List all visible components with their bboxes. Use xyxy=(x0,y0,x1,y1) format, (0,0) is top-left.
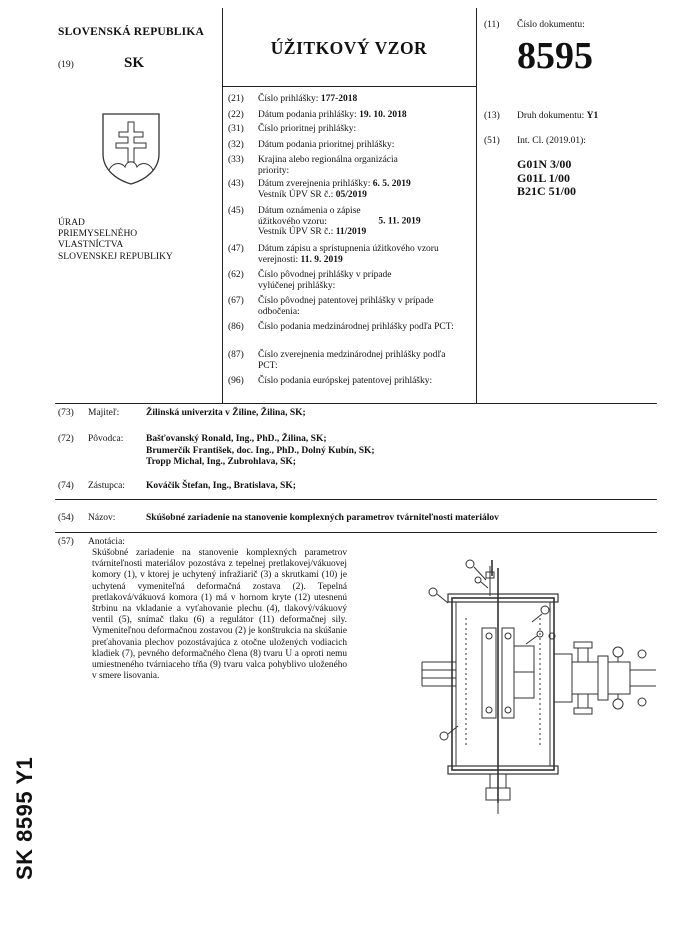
device-drawing xyxy=(418,558,658,816)
abstract-num: (57) xyxy=(58,537,74,547)
doc-number-label: Číslo dokumentu: xyxy=(517,20,585,30)
header-divider-left xyxy=(222,8,223,403)
office-line-3: VLASTNÍCTVA xyxy=(58,240,124,251)
title-label: Názov: xyxy=(88,513,116,523)
inventor: Tropp Michal, Ing., Zubrohlava, SK; xyxy=(146,457,296,467)
office-line-2: PRIEMYSELNÉHO xyxy=(58,229,138,240)
field-num: (45) xyxy=(228,206,244,216)
owner-value: Žilinská univerzita v Žiline, Žilina, SK; xyxy=(146,408,306,418)
agent-num: (74) xyxy=(58,481,74,491)
office-line-1: ÚRAD xyxy=(58,218,85,228)
kind-of-document xyxy=(517,111,598,122)
agent-rule xyxy=(55,499,657,500)
ipc-codes xyxy=(517,158,576,199)
field-num: (87) xyxy=(228,350,244,360)
field-value: 6. 5. 2019 xyxy=(372,179,411,189)
field-label: Dátum oznámenia o zápise úžitkového vzoru: xyxy=(258,206,361,227)
kind-label: Druh dokumentu: xyxy=(517,111,585,121)
field-label: Číslo podania európskej patentovej prihlášky: xyxy=(258,376,433,386)
field-value: 5. 11. 2019 xyxy=(378,216,421,227)
coat-of-arms-icon xyxy=(101,112,161,186)
field-value: 19. 10. 2018 xyxy=(359,110,407,120)
inventors-label: Pôvodca: xyxy=(88,434,124,444)
field-label-2: Vestník ÚPV SR č.: xyxy=(258,189,334,200)
field-label: Číslo pôvodnej patentovej prihlášky v prípade odbočenia: xyxy=(258,296,434,317)
header-bottom-rule xyxy=(55,403,657,404)
field-num: (67) xyxy=(228,296,244,306)
header-title-underline xyxy=(222,86,476,87)
ipc-code: G01N 3/00 xyxy=(517,157,572,171)
field-value: 11. 9. 2019 xyxy=(300,254,343,265)
inventor: Bašťovanský Ronald, Ing., PhD., Žilina, SK; xyxy=(146,434,327,444)
doc-number-num: (11) xyxy=(484,20,500,30)
country-num: (19) xyxy=(58,60,74,70)
field-label: Krajina alebo regionálna organizácia priority: xyxy=(258,155,398,176)
field-value: 177-2018 xyxy=(320,94,358,104)
ipc-code: B21C 51/00 xyxy=(517,184,577,198)
field-label: Dátum zverejnenia prihlášky: xyxy=(258,179,371,189)
field-num: (96) xyxy=(228,376,244,386)
ipc-code: G01L 1/00 xyxy=(517,170,571,185)
field-label: Číslo zverejnenia medzinárodnej prihlášky podľa PCT: xyxy=(258,350,446,371)
field-value-2: 05/2019 xyxy=(335,189,367,200)
kind-value: Y1 xyxy=(586,111,599,121)
country-code: SK xyxy=(124,55,145,71)
inventors-list xyxy=(146,434,375,469)
ipc-label: Int. Cl. (2019.01): xyxy=(517,136,586,146)
field-value-2: 11/2019 xyxy=(335,227,367,237)
field-num: (32) xyxy=(228,140,244,150)
agent-label: Zástupca: xyxy=(88,481,125,491)
title-rule xyxy=(55,532,657,533)
invention-title: Skúšobné zariadenie na stanovenie komplexných parametrov tvárniteľnosti materiálov xyxy=(146,513,499,523)
title-num: (54) xyxy=(58,513,74,523)
doc-number: 8595 xyxy=(517,35,593,77)
field-label: Dátum podania prihlášky: xyxy=(258,110,357,120)
office-name xyxy=(58,218,173,263)
office-line-4: SLOVENSKEJ REPUBLIKY xyxy=(58,251,173,262)
field-num: (62) xyxy=(228,270,244,280)
kind-num: (13) xyxy=(484,111,500,121)
field-num: (22) xyxy=(228,110,244,120)
field-label: Číslo pôvodnej prihlášky v prípade vylúčenej prihlášky: xyxy=(258,270,392,291)
field-num: (43) xyxy=(228,179,244,189)
field-label: Číslo prihlášky: xyxy=(258,94,319,104)
field-num: (86) xyxy=(228,322,244,332)
field-num: (33) xyxy=(228,155,244,165)
abstract-text: Skúšobné zariadenie na stanovenie komplexných parametrov tvárniteľnosti materiálov pozostáva z tepelnej pretlakovej/vákuovej komory (1), v ktorej je uchytený infražiarič (3) a skrutkami (10) je uchytená vymeniteľná deformačná zostava (2). Tepelná pretlaková/vákuová komora (1) má v hornom kryte (12) utesnenú štrbinu na vkladanie a vyťahovanie plechu (4), tlakový/vákuový ventil (5), snímač tlaku (6) a regulátor (11) deformačnej sily. Vymeniteľnou deformačnou zostavou (2) je konštrukcia na skúšanie preťahovania plechov pozostávajúca z otočne uložených vodiacich kladiek (7), pevného deformačného člena (8) tvaru U a oproti nemu umiestneného tvárniaceho tŕňa (9) tvaru valca pohyblivo uloženého v smere lisovania. xyxy=(92,548,347,682)
inventor: Brumerčík František, doc. Ing., PhD., Dolný Kubín, SK; xyxy=(146,445,375,456)
field-num: (21) xyxy=(228,94,244,104)
field-num: (31) xyxy=(228,124,244,134)
abstract-label: Anotácia: xyxy=(88,537,125,547)
field-label: Dátum podania prioritnej prihlášky: xyxy=(258,140,395,150)
field-label: Číslo podania medzinárodnej prihlášky podľa PCT: xyxy=(258,322,454,332)
side-document-id: SK 8595 Y1 xyxy=(12,756,37,880)
agent-value: Kováčik Štefan, Ing., Bratislava, SK; xyxy=(146,481,296,491)
field-label-2: Vestník ÚPV SR č.: xyxy=(258,227,334,237)
owner-num: (73) xyxy=(58,408,74,418)
field-num: (47) xyxy=(228,244,244,254)
country-name: SLOVENSKÁ REPUBLIKA xyxy=(58,26,204,38)
document-type-title: ÚŽITKOVÝ VZOR xyxy=(270,38,428,58)
inventors-num: (72) xyxy=(58,434,74,444)
field-label: Číslo prioritnej prihlášky: xyxy=(258,124,357,134)
owner-label: Majiteľ: xyxy=(88,408,120,418)
ipc-num: (51) xyxy=(484,136,500,146)
field-label: Dátum zápisu a sprístupnenia úžitkového vzoru verejnosti: xyxy=(258,244,439,265)
